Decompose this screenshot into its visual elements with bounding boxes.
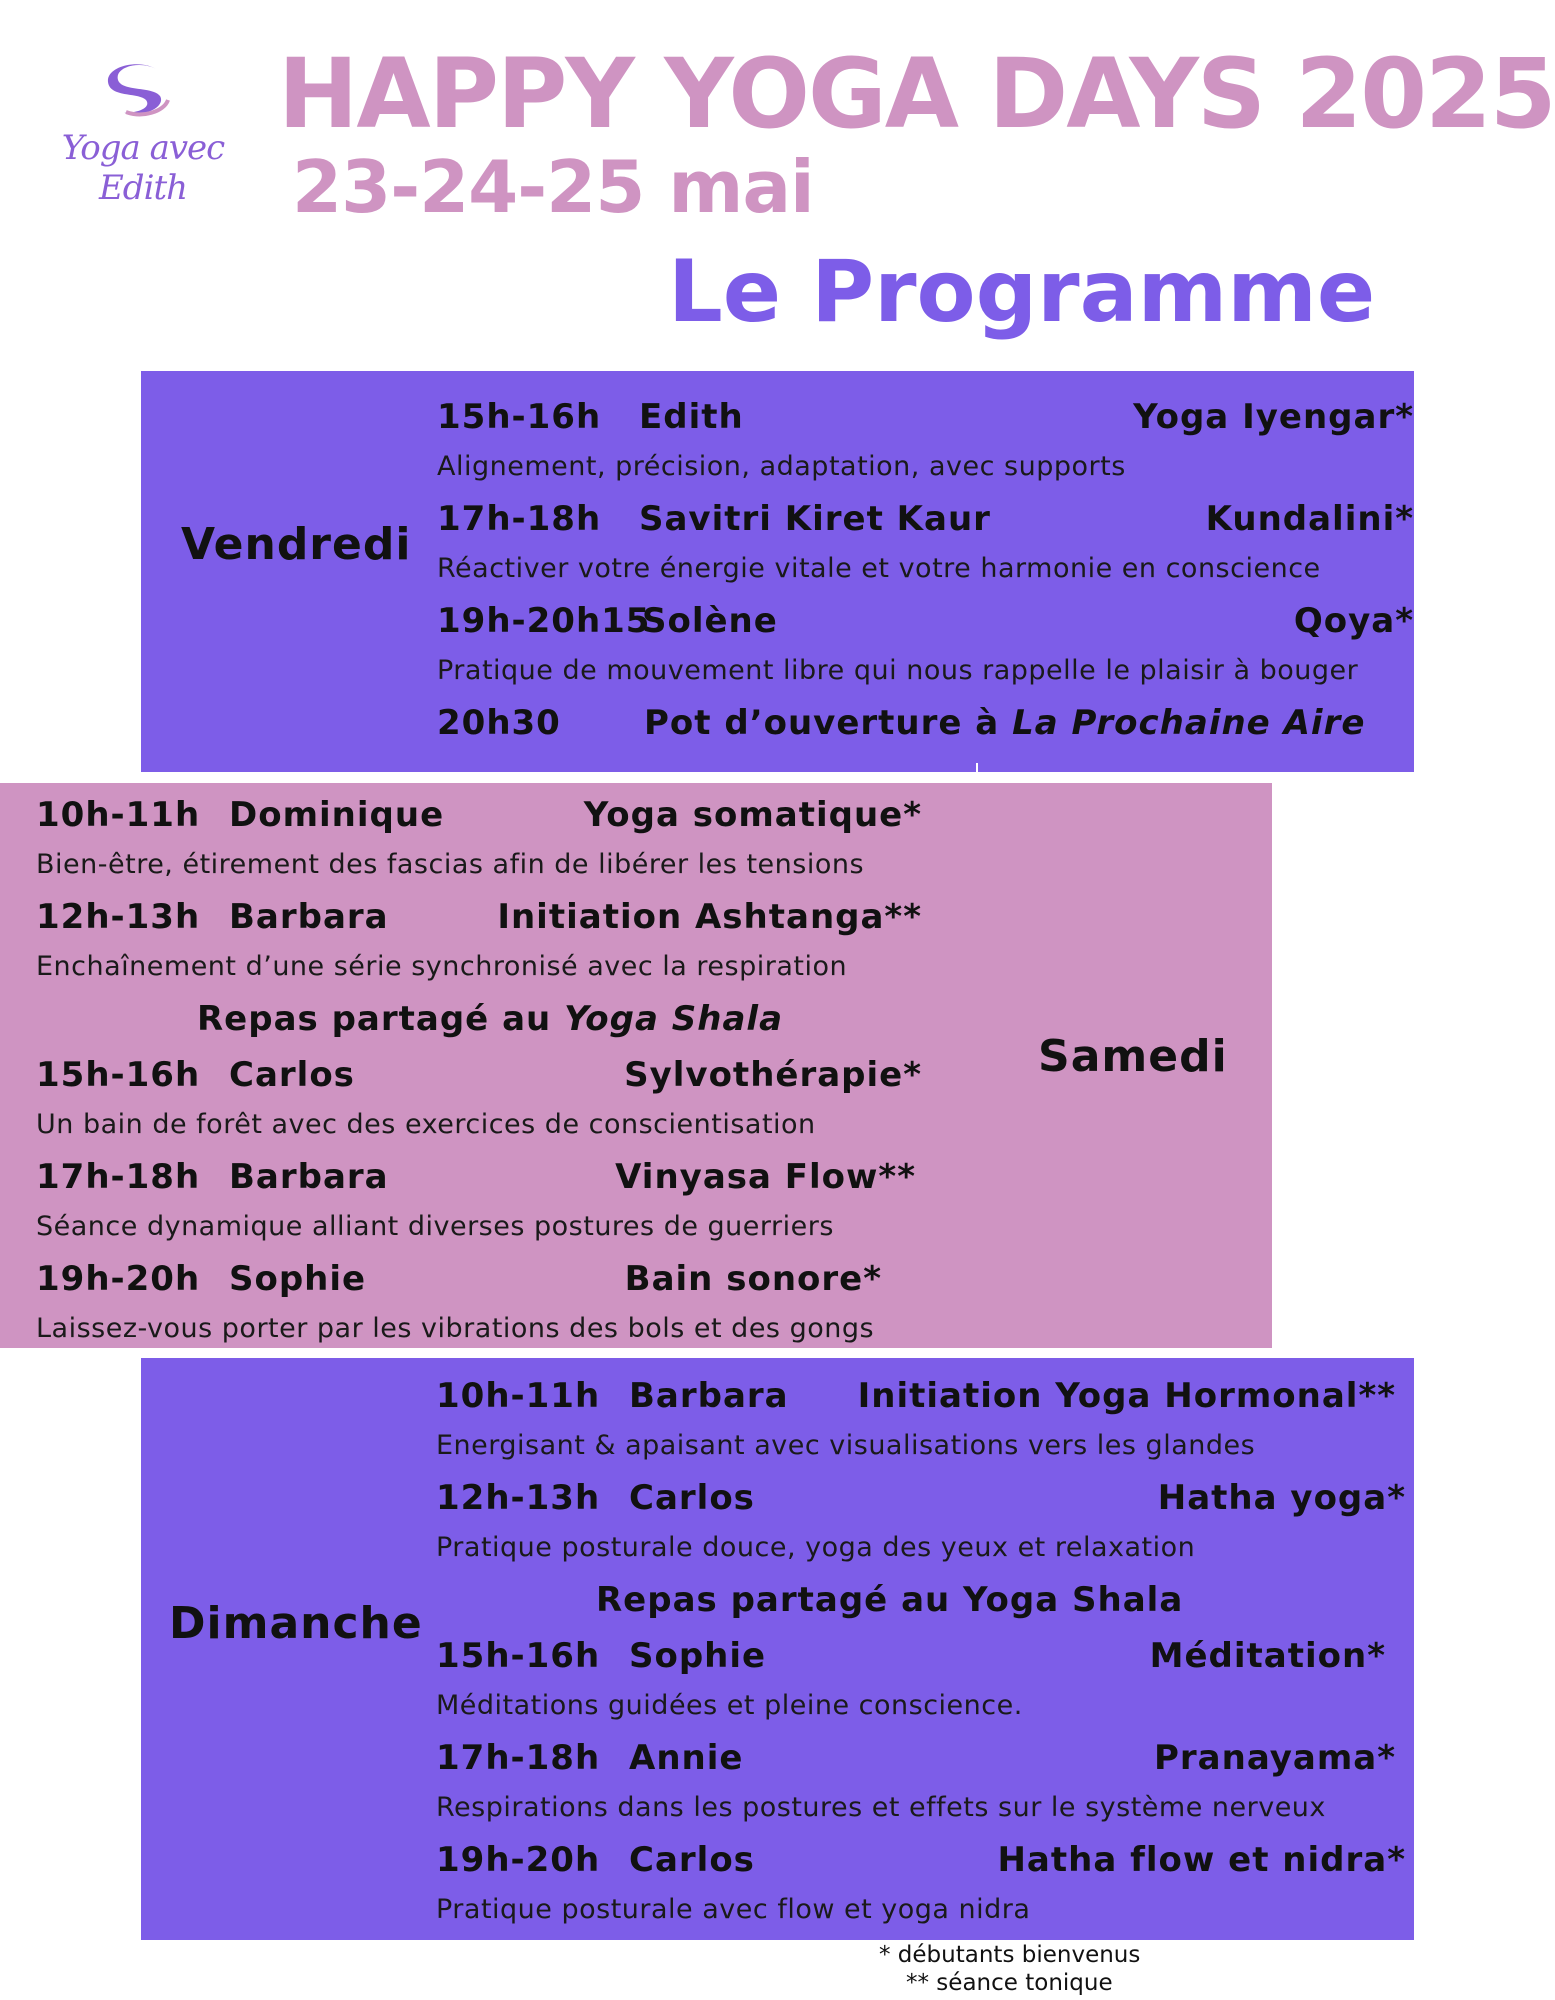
- event-label: Pot d’ouverture à: [644, 703, 1013, 743]
- session-class: Initiation Ashtanga**: [497, 897, 922, 937]
- session-row: [436, 1840, 1406, 1884]
- session-teacher: Edith: [639, 397, 744, 437]
- session-teacher: Annie: [629, 1738, 744, 1778]
- session-class: Bain sonore*: [624, 1259, 882, 1299]
- session-time: 15h-16h: [437, 397, 602, 437]
- session-teacher: Barbara: [629, 1376, 789, 1416]
- session-description: Enchaînement d’une série synchronisé avec la respiration: [36, 951, 848, 982]
- session-description: Un bain de forêt avec des exercices de conscientisation: [36, 1109, 816, 1140]
- session-row: [436, 1376, 1396, 1420]
- session-row: [36, 897, 922, 941]
- session-teacher: Solène: [642, 601, 778, 641]
- session-description: Pratique posturale douce, yoga des yeux et relaxation: [436, 1532, 1196, 1563]
- dimanche-block: [141, 1358, 1414, 1940]
- session-time: 17h-18h: [436, 1738, 601, 1778]
- session-class: Kundalini*: [1205, 499, 1414, 539]
- session-class: Initiation Yoga Hormonal**: [857, 1376, 1396, 1416]
- session-class: Pranayama*: [1154, 1738, 1396, 1778]
- session-description: Alignement, précision, adaptation, avec supports: [437, 451, 1126, 482]
- session-teacher: Savitri Kiret Kaur: [639, 499, 991, 539]
- session-row: [436, 1636, 1386, 1680]
- session-teacher: Dominique: [229, 795, 445, 835]
- session-teacher: Carlos: [629, 1840, 755, 1880]
- day-label-vendredi: Vendredi: [181, 519, 412, 570]
- meal-row: [197, 999, 783, 1039]
- programme-heading: Le Programme: [668, 242, 1376, 342]
- session-teacher: Barbara: [229, 897, 389, 937]
- session-time: 17h-18h: [36, 1157, 201, 1197]
- event-venue: La Prochaine Aire: [1012, 703, 1366, 743]
- footnote-beginners: * débutants bienvenus: [879, 1942, 1141, 1968]
- session-teacher: Carlos: [629, 1478, 755, 1518]
- session-row: [437, 499, 1414, 543]
- session-time: 19h-20h: [436, 1840, 601, 1880]
- session-row: [36, 1055, 922, 1099]
- footnote-tonic: ** séance tonique: [906, 1970, 1113, 1996]
- opening-event-row: [437, 703, 1414, 747]
- session-time: 19h-20h15: [437, 601, 651, 641]
- session-row: [436, 1738, 1396, 1782]
- session-description: Réactiver votre énergie vitale et votre harmonie en conscience: [437, 553, 1321, 584]
- session-time: 10h-11h: [436, 1376, 601, 1416]
- page-title: HAPPY YOGA DAYS 2025: [278, 38, 1555, 150]
- event-text: [644, 703, 1365, 743]
- session-description: Pratique posturale avec flow et yoga nidra: [436, 1894, 1031, 1925]
- session-description: Respirations dans les postures et effets sur le système nerveux: [436, 1792, 1326, 1823]
- logo-text: Yoga avec Edith: [61, 128, 225, 208]
- session-time: 10h-11h: [36, 795, 201, 835]
- session-teacher: Sophie: [629, 1636, 767, 1676]
- vendredi-block: [141, 371, 1414, 772]
- session-teacher: Sophie: [229, 1259, 367, 1299]
- session-teacher: Carlos: [229, 1055, 355, 1095]
- session-class: Yoga Iyengar*: [1133, 397, 1414, 437]
- session-row: [436, 1478, 1406, 1522]
- swirl-logo-icon: [106, 62, 178, 120]
- logo: [28, 62, 258, 208]
- session-time: 12h-13h: [436, 1478, 601, 1518]
- session-time: 15h-16h: [436, 1636, 601, 1676]
- session-class: Méditation*: [1149, 1636, 1386, 1676]
- session-time: 17h-18h: [437, 499, 602, 539]
- session-class: Qoya*: [1293, 601, 1414, 641]
- event-dates: 23-24-25 mai: [292, 145, 814, 229]
- session-description: Bien-être, étirement des fascias afin de libérer les tensions: [36, 849, 865, 880]
- session-class: Sylvothérapie*: [624, 1055, 922, 1095]
- samedi-block: [0, 783, 1272, 1348]
- day-label-samedi: Samedi: [1038, 1031, 1228, 1082]
- session-class: Yoga somatique*: [583, 795, 922, 835]
- session-class: Hatha flow et nidra*: [997, 1840, 1406, 1880]
- session-description: Laissez-vous porter par les vibrations des bols et des gongs: [36, 1313, 875, 1344]
- session-description: Pratique de mouvement libre qui nous rappelle le plaisir à bouger: [437, 655, 1359, 686]
- session-description: Energisant & apaisant avec visualisations vers les glandes: [436, 1430, 1256, 1461]
- session-row: [36, 795, 922, 839]
- session-row: [437, 601, 1414, 645]
- session-row: [36, 1259, 882, 1303]
- session-description: Séance dynamique alliant diverses postures de guerriers: [36, 1211, 834, 1242]
- session-row: [437, 397, 1414, 441]
- session-teacher: Barbara: [229, 1157, 389, 1197]
- session-row: [36, 1157, 916, 1201]
- session-description: Méditations guidées et pleine conscience.: [436, 1690, 1023, 1721]
- session-time: 15h-16h: [36, 1055, 201, 1095]
- session-time: 12h-13h: [36, 897, 201, 937]
- session-class: Hatha yoga*: [1157, 1478, 1406, 1518]
- divider-tick: [976, 763, 978, 773]
- day-label-dimanche: Dimanche: [169, 1598, 423, 1649]
- event-time: 20h30: [437, 703, 561, 743]
- meal-row: Repas partagé au Yoga Shala: [596, 1580, 1184, 1620]
- session-class: Vinyasa Flow**: [615, 1157, 916, 1197]
- meal-label: Repas partagé au: [197, 999, 565, 1039]
- session-time: 19h-20h: [36, 1259, 201, 1299]
- meal-venue: Yoga Shala: [564, 999, 784, 1039]
